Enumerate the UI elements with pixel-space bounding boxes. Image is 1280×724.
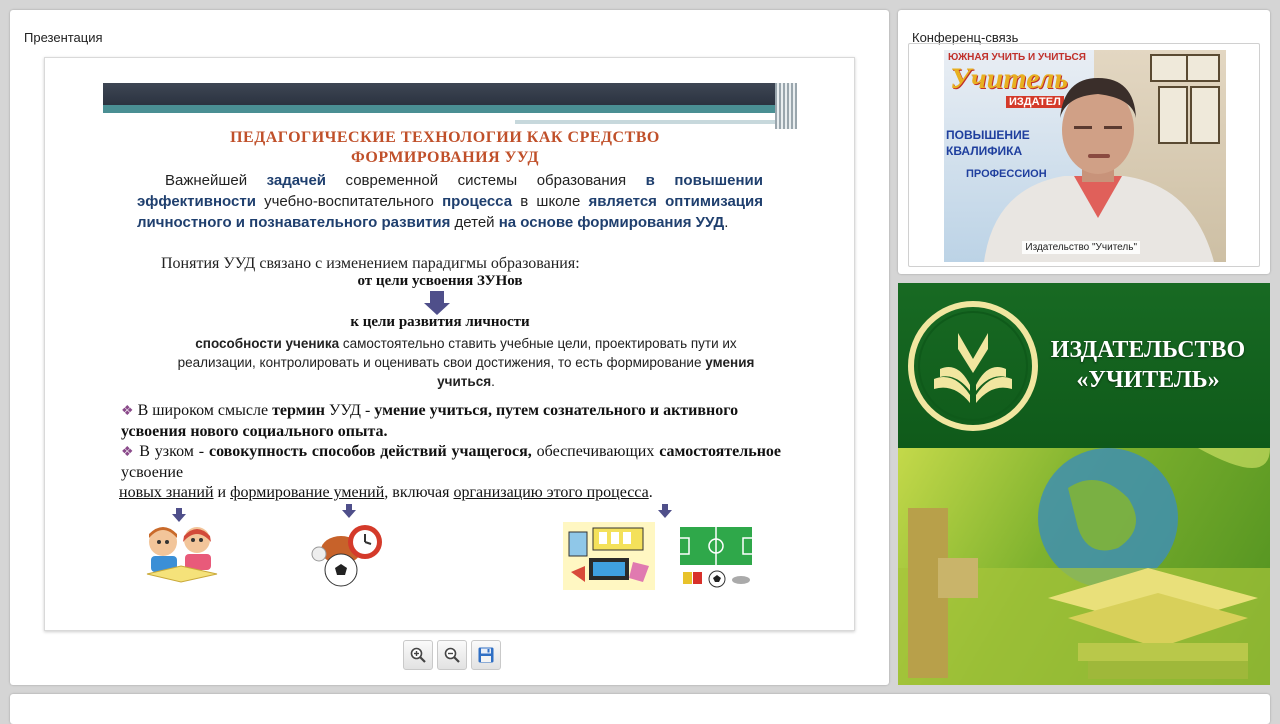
publisher-name (1048, 335, 1248, 395)
slide-title-line-1: ПЕДАГОГИЧЕСКИЕ ТЕХНОЛОГИИ КАК СРЕДСТВО (230, 129, 660, 146)
zoom-out-button[interactable] (437, 640, 467, 670)
publisher-books-image (898, 448, 1270, 685)
slide-title (125, 128, 765, 168)
save-button[interactable] (471, 640, 501, 670)
publisher-logo-icon (904, 299, 1042, 433)
slide-header-accent (103, 105, 793, 113)
zoom-out-icon (443, 646, 461, 664)
video-participant-label: Издательство "Учитель" (1022, 241, 1140, 254)
bullet-diamond-icon: ❖ (121, 404, 134, 419)
books-and-globe-illustration (898, 448, 1270, 685)
presentation-panel-title: Презентация (24, 30, 103, 45)
slide-from-goal: от цели усвоения ЗУНов (357, 273, 523, 289)
presentation-toolbar (403, 640, 501, 670)
slide-bullet-narrow: ❖ В узком - совокупность способов действий учащегося, обеспечивающих самостоятельное усвоение (121, 443, 782, 481)
zoom-in-icon (409, 646, 427, 664)
presentation-slide (44, 57, 855, 631)
slide-header-line (515, 120, 795, 124)
slide-to-goal: к цели развития личности (350, 314, 530, 330)
conference-panel (898, 10, 1270, 274)
speaker-person (974, 68, 1224, 262)
ball-and-clock-picture (307, 520, 387, 590)
publisher-name-line-1: ИЗДАТЕЛЬСТВО (1050, 337, 1246, 363)
video-banner-line2: ИЗДАТЕЛ (1006, 96, 1064, 108)
slide-paradigm-text: Понятия УУД связано с изменением парадигмы образования: (161, 255, 580, 272)
conference-panel-title: Конференц-связь (912, 30, 1019, 45)
slide-bullet-narrow-continued: новых знаний и формирование умений, включая организацию этого процесса. (119, 484, 653, 501)
video-banner-line3: ПОВЫШЕНИЕ (946, 128, 1030, 142)
video-banner-line4: КВАЛИФИКА (946, 144, 1023, 158)
video-banner-line1: ЮЖНАЯ УЧИТЬ И УЧИТЬСЯ (948, 52, 1086, 63)
football-field-picture (677, 524, 755, 588)
publisher-name-line-2: «УЧИТЕЛЬ» (1076, 367, 1220, 393)
slide-header-bar (103, 83, 793, 105)
slide-header-stripes (775, 83, 797, 129)
presentation-panel (10, 10, 889, 685)
video-banner-word: Учитель (950, 62, 1068, 95)
children-reading-picture (141, 522, 223, 588)
zoom-in-button[interactable] (403, 640, 433, 670)
save-icon (477, 646, 495, 664)
slide-abilities-text: способности ученика самостоятельно ставить учебные цели, проектировать пути их реализации, контролировать и оценивать свои достижения, то есть формирование умения учиться. (177, 336, 755, 389)
slide-paragraph-main: Важнейшей задачей современной системы образования в повышении эффективности учебно-воспитательного процесса в школе является оптимизация личностного и познавательного развития детей на основе формирования УУД. (137, 172, 764, 231)
video-banner-line5: ПРОФЕССИОН (966, 168, 1047, 180)
bullet-diamond-icon: ❖ (121, 445, 135, 460)
paradigm-arrow-body (430, 291, 444, 303)
publisher-banner (898, 283, 1270, 685)
video-stream[interactable] (944, 50, 1226, 262)
publisher-logo-area (898, 283, 1270, 448)
slide-bullet-broad: ❖ В широком смысле термин УУД - умение учиться, путем сознательного и активного усвоения нового социального опыта. (121, 402, 739, 440)
slide-title-line-2: ФОРМИРОВАНИЯ УУД (350, 149, 540, 166)
learning-activities-picture (563, 522, 655, 590)
